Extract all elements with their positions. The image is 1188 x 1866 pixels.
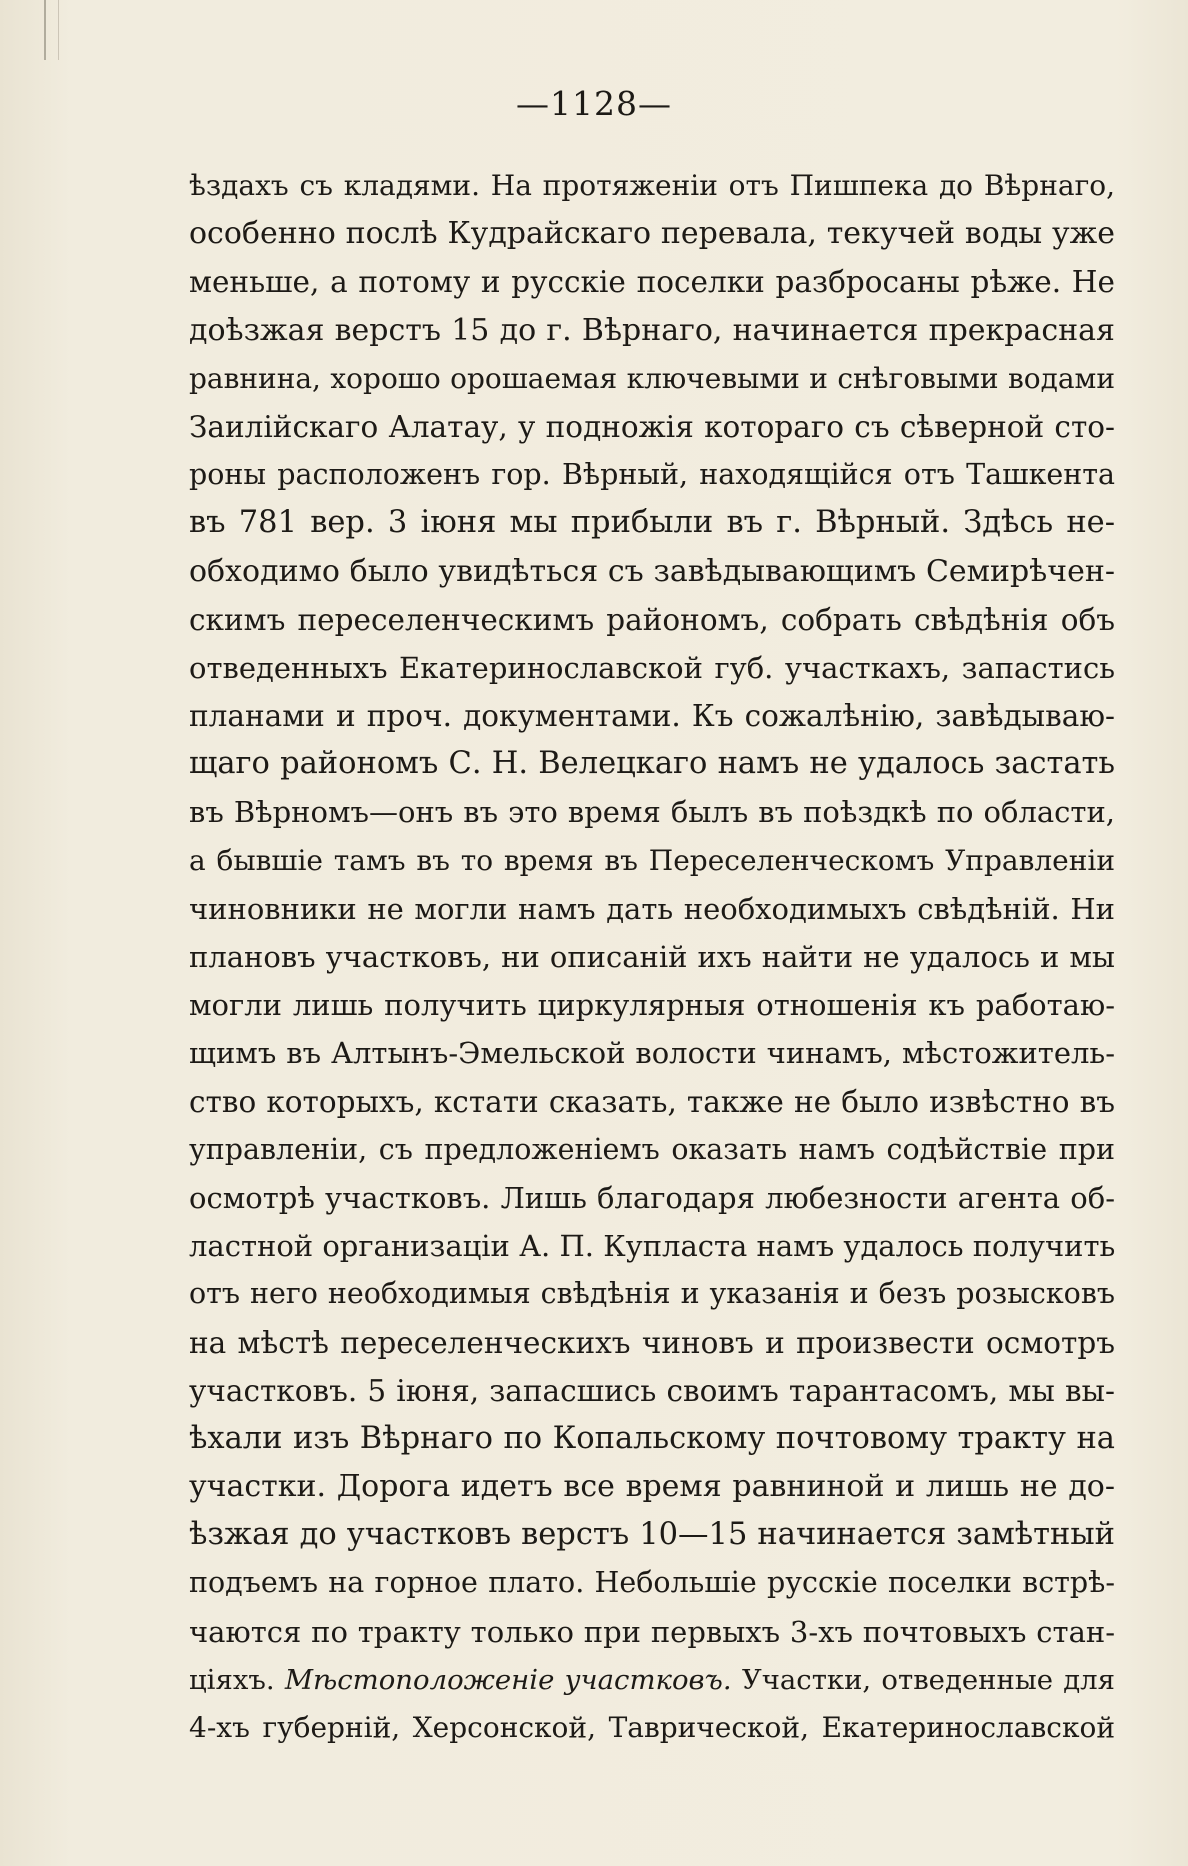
text-line: роны расположенъ гор. Вѣрный, находящійся отъ Ташкента	[189, 458, 1115, 492]
text-line: щаго райономъ С. Н. Велецкаго намъ не удалось застать	[189, 746, 1115, 782]
text-line: доѣзжая верстъ 15 до г. Вѣрнаго, начинается прекрасная	[189, 312, 1115, 348]
text-line: чиновники не могли намъ дать необходимыхъ свѣдѣній. Ни	[189, 891, 1115, 926]
text-line: щимъ въ Алтынъ-Эмельской волости чинамъ, мѣстожитель-	[189, 1036, 1115, 1071]
text-line: ство которыхъ, кстати сказать, также не было извѣстно въ	[189, 1084, 1115, 1119]
text-line: управленіи, съ предложеніемъ оказать намъ содѣйствіе при	[189, 1132, 1115, 1166]
text-line: ѣхали изъ Вѣрнаго по Копальскому почтовому тракту на	[189, 1420, 1115, 1456]
text-line: ластной организаціи А. П. Купласта намъ удалось получить	[189, 1229, 1115, 1264]
text-line: могли лишь получить циркулярныя отношенія къ работаю-	[189, 988, 1115, 1023]
text-line: въ 781 вер. 3 іюня мы прибыли въ г. Вѣрный. Здѣсь не-	[189, 505, 1115, 541]
line-end: Участки, отведенные для	[731, 1663, 1115, 1696]
page-number: —1128—	[516, 84, 672, 123]
text-line: а бывшіе тамъ въ то время въ Переселенческомъ Управленіи	[189, 843, 1115, 877]
text-line: чаются по тракту только при первыхъ 3-хъ почтовыхъ стан-	[189, 1614, 1115, 1649]
text-line: участки. Дорога идетъ все время равниной и лишь не до-	[189, 1469, 1115, 1505]
line-start: ціяхъ.	[189, 1663, 285, 1696]
text-line: равнина, хорошо орошаемая ключевыми и снѣговыми водами	[189, 361, 1115, 395]
text-line: меньше, а потому и русскіе поселки разбросаны рѣже. Не	[189, 265, 1115, 300]
text-line-with-italic-heading	[189, 1656, 1115, 1704]
text-line: на мѣстѣ переселенческихъ чиновъ и произвести осмотръ	[189, 1325, 1115, 1360]
text-line: 4-хъ губерній, Херсонской, Таврической, Екатеринославской	[189, 1711, 1115, 1744]
text-line: обходимо было увидѣться съ завѣдывающимъ Семирѣчен-	[189, 553, 1115, 589]
text-line: планами и проч. документами. Къ сожалѣнію, завѣдываю-	[189, 699, 1115, 734]
text-line: ѣзжая до участковъ верстъ 10—15 начинается замѣтный	[189, 1517, 1115, 1553]
text-line: плановъ участковъ, ни описаній ихъ найти не удалось и мы	[189, 940, 1115, 974]
body-text	[189, 162, 1115, 1752]
text-line: Заилійскаго Алатау, у подножія котораго съ сѣверной сто-	[189, 409, 1115, 444]
text-line: скимъ переселенческимъ райономъ, собрать свѣдѣнія объ	[189, 602, 1115, 637]
text-line: осмотрѣ участковъ. Лишь благодаря любезности агента об-	[189, 1180, 1115, 1215]
text-line: особенно послѣ Кудрайскаго перевала, текучей воды уже	[189, 216, 1115, 252]
text-line: участковъ. 5 іюня, запасшись своимъ тарантасомъ, мы вы-	[189, 1373, 1115, 1408]
text-line: подъемъ на горное плато. Небольшіе русскіе поселки встрѣ-	[189, 1566, 1115, 1600]
binding-edge	[44, 0, 59, 60]
text-line: отведенныхъ Екатеринославской губ. участкахъ, запастись	[189, 650, 1115, 685]
italic-section-heading: Мѣстоположеніе участковъ.	[284, 1663, 732, 1696]
text-line: въ Вѣрномъ—онъ въ это время былъ въ поѣздкѣ по области,	[189, 795, 1115, 830]
text-line: ѣздахъ съ кладями. На протяженіи отъ Пишпека до Вѣрнаго,	[189, 169, 1115, 202]
text-line: отъ него необходимыя свѣдѣнія и указанія и безъ розысковъ	[189, 1277, 1115, 1311]
